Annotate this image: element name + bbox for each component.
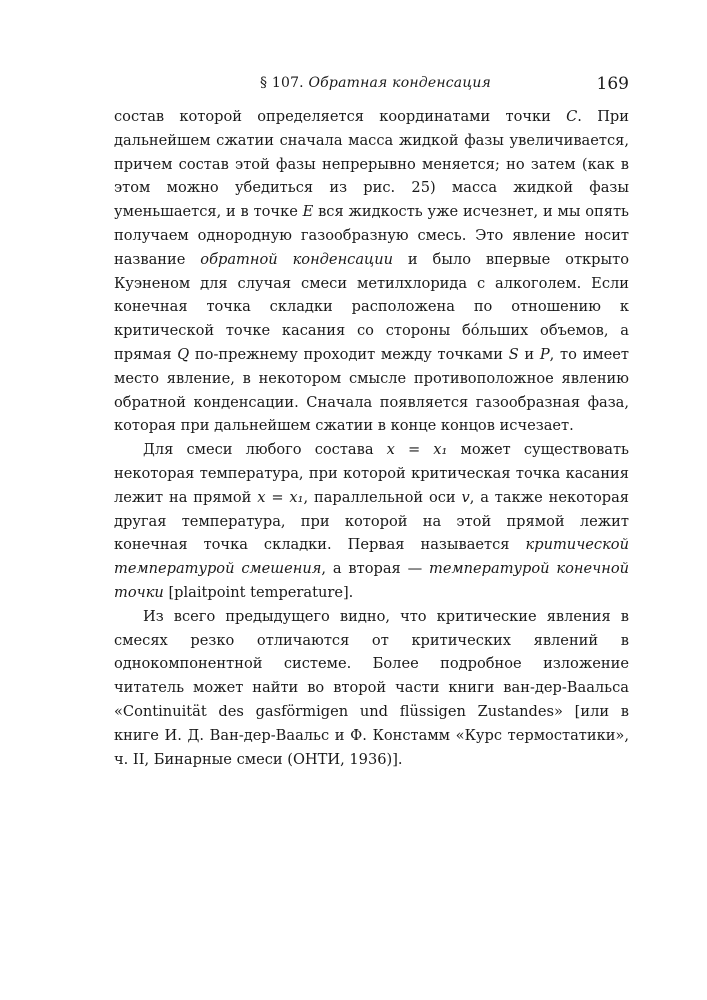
paragraph-2: [114, 438, 629, 605]
section-number: § 107.: [260, 75, 304, 91]
text-run: , а также некоторая другая температура, при которой на этой прямой лежит конечная точка складки. Первая называется: [114, 488, 629, 554]
text-run: , а вторая —: [321, 560, 430, 578]
section-title: Обратная конденсация: [308, 75, 492, 91]
math-variable: P: [539, 345, 550, 363]
text-run: и было впервые открыто Куэненом для случая смеси метилхлорида с алкоголем. Если конечная точка складки расположена по отношению к критической точке касания со стороны бóльших объемов, а прямая: [114, 250, 629, 363]
math-variable: Q: [177, 345, 190, 363]
text-run: и: [518, 345, 540, 363]
text-run: вся жидкость уже исчезнет, и мы опять получаем однородную газообразную смесь. Это явление носит название: [114, 203, 629, 268]
emphasized-term: температурой конечной точки: [114, 560, 630, 601]
math-variable: C: [566, 108, 578, 125]
text-run: состав которой определяется координатами точки: [114, 108, 567, 125]
math-variable: v: [461, 488, 470, 506]
text-run: по-прежнему проходит между точками: [189, 345, 509, 363]
math-variable: S: [508, 345, 519, 363]
running-title: [260, 75, 491, 91]
running-header: [114, 74, 629, 98]
text-run: , параллельной оси: [303, 488, 462, 506]
text-run: может существовать некоторая температура, при которой критическая точка касания лежит на прямой: [114, 441, 630, 506]
text-run: Для смеси любого состава: [143, 441, 387, 459]
math-equation: x = x₁: [257, 488, 304, 506]
text-run: . При дальнейшем сжатии сначала масса жидкой фазы увеличивается, причем состав этой фазы непрерывно меняется; но затем (как в этом можно убедиться из рис. 25) масса жидкой фазы уменьшается, и в точке: [114, 108, 629, 221]
page-number: 169: [596, 74, 629, 94]
emphasized-term: обратной конденсации: [200, 250, 394, 268]
paragraph-3: Из всего предыдущего видно, что критические явления в смесях резко отличаются от критических явлений в однокомпонентной системе. Более подробное изложение читатель может найти во второй части книги ван-дер-Ваальса «Continuität des gasförmigen und flüssigen Zustandes» [или в книге И. Д. Ван-дер-Ваальс и Ф. Констамм «Курс термостатики», ч. II, Бинарные смеси (ОНТИ, 1936)].: [114, 607, 629, 768]
body-text: [114, 105, 629, 771]
paragraph-1: [114, 105, 629, 438]
math-variable: E: [302, 203, 314, 221]
math-equation: x = x₁: [386, 441, 448, 459]
text-run: , то имеет место явление, в некотором смысле противоположное явлению обратной конденсации. Сначала появляется газообразная фаза, которая при дальнейшем сжатии в конце концов исчезает.: [114, 345, 629, 435]
text-run: [plaitpoint temperature].: [163, 583, 354, 601]
emphasized-term: критической температурой смешения: [114, 536, 629, 578]
